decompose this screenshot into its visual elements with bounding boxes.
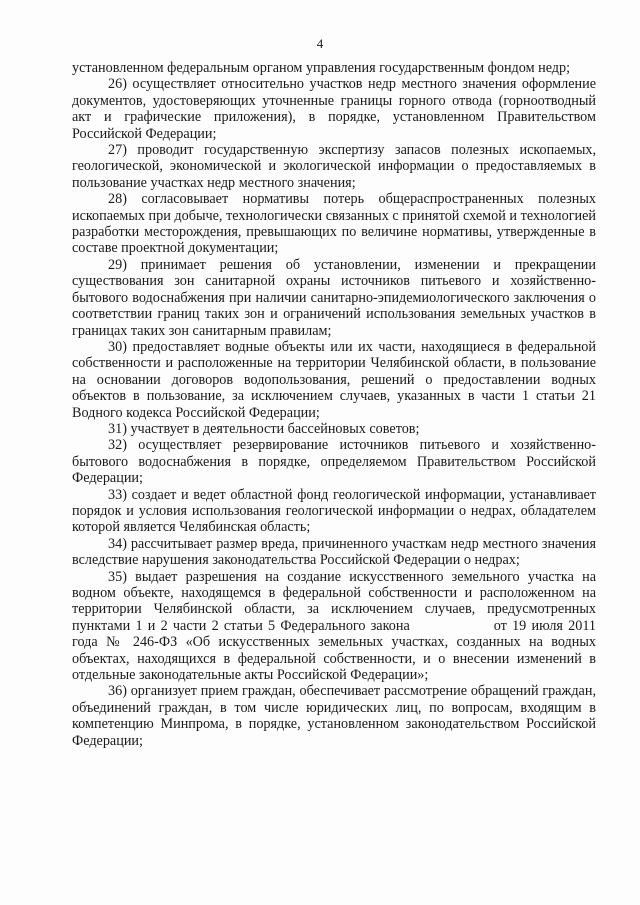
paragraph-item-29: 29) принимает решения об установлении, изменении и прекращении существования зон санитарной охраны источников питьевого и хозяйственно-бытового водоснабжения при наличии санитарно-эпидемиологического заключения о соответствии границ таких зон и ограничений использования земельных участков в границах таких зон санитарным правилам; [72,256,596,339]
paragraph-item-26: 26) осуществляет относительно участков недр местного значения оформление документов, удостоверяющих уточненные границы горного отвода (горноотводный акт и графические приложения), в порядке, установленном Правительством Российской Федерации; [72,76,596,142]
page-number: 4 [316,36,324,51]
paragraph-item-35 [72,569,596,684]
paragraph-continuation: установленном федеральным органом управления государственным фондом недр; [72,60,571,76]
paragraph-item-33: 33) создает и ведет областной фонд геологической информации, устанавливает порядок и условия использования геологической информации о недрах, обладателем которой является Челябинская область; [72,486,596,536]
paragraph-item-31: 31) участвует в деятельности бассейновых советов; [108,420,420,437]
paragraph-item-35-part1: 35) выдает разрешения на создание искусственного земельного участка на водном объекте, находящемся в федеральной собственности и расположенном на территории Челябинской области, за исключением случаев, предусмотренных пунктами 1 и 2 части 2 статьи 5 Федерального закона [72,568,596,634]
paragraph-item-28: 28) согласовывает нормативы потерь общераспространенных полезных ископаемых при добыче, технологически связанных с принятой схемой и технологией разработки месторождения, превышающих по величине нормативы, утвержденные в составе проектной документации; [72,191,596,257]
paragraph-item-32: 32) осуществляет резервирование источников питьевого и хозяйственно-бытового водоснабжения в порядке, определяемом Правительством Российской Федерации; [72,437,596,487]
paragraph-item-30: 30) предоставляет водные объекты или их части, находящиеся в федеральной собственности и расположенные на территории Челябинской области, в пользование на основании договоров водопользования, решений о предоставлении водных объектов в пользование, за исключением случаев, указанных в части 1 статьи 21 Водного кодекса Российской Федерации; [72,338,596,421]
paragraph-item-34: 34) рассчитывает размер вреда, причиненного участкам недр местного значения вследствие нарушения законодательства Российской Федерации о недрах; [72,535,596,569]
paragraph-item-27: 27) проводит государственную экспертизу запасов полезных ископаемых, геологической, экономической и экологической информации о предоставляемых в пользование участках недр местного значения; [72,142,596,191]
document-body [72,60,596,749]
paragraph-item-36: 36) организует прием граждан, обеспечивает рассмотрение обращений граждан, объединений граждан, в том числе юридических лиц, по вопросам, входящим в компетенцию Минпрома, в порядке, установленном законодательством Российской Федерации; [72,683,596,749]
paragraph-item-35-part2: от 19 июля 2011 года № 246-ФЗ «Об искусственных земельных участках, созданных на водных объектах, находящихся в федеральной собственности, и о внесении изменений в отдельные законодательные акты Российской Федерации»; [72,617,596,684]
